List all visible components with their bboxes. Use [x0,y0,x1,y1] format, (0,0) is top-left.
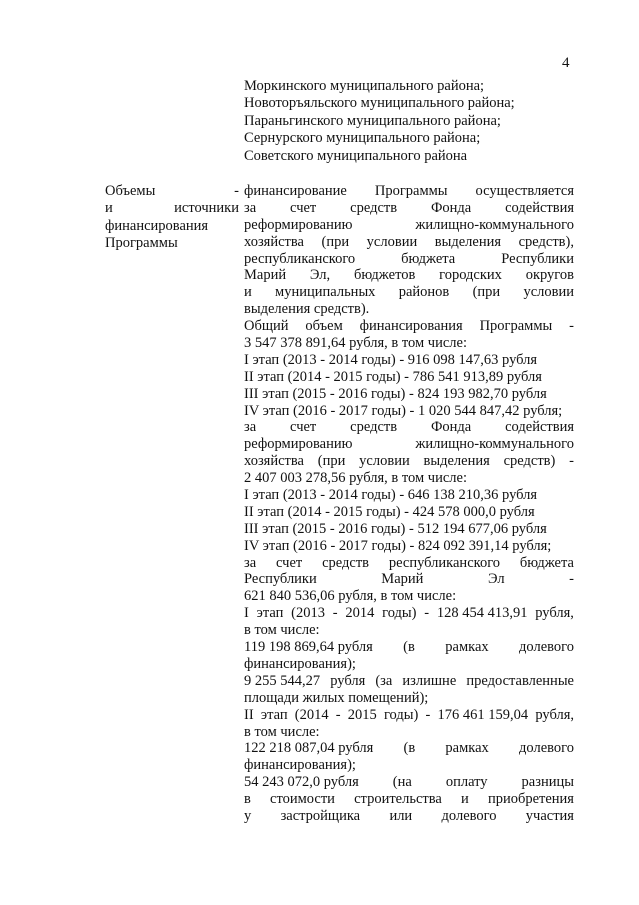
text-line: выделения средств). [244,301,370,318]
text-word: округов [525,267,574,284]
text-line: I этап (2013 - 2014 годы) - 916 098 147,63 рубля [244,351,538,368]
text-word: долевого [519,740,574,757]
text-word: условии [359,453,410,470]
text-word: республиканского [244,250,356,267]
text-word: этап [260,706,288,723]
text-line: в том числе: [244,723,320,740]
text-word: и [244,284,252,301]
text-word: Фонда [430,419,472,436]
text-word: за [244,554,257,571]
text-word: выделения [434,233,502,250]
text-word: хозяйства [244,453,304,470]
text-line: III этап (2015 - 2016 годы) - 512 194 677,06 рубля [244,520,547,537]
text-line [244,808,574,825]
text-word: (за [375,672,393,689]
text-line [244,673,574,690]
text-line: площади жилых помещений); [244,689,429,706]
text-word: 128 454 413,91 [436,605,528,622]
text-word: долевого [519,639,574,656]
text-word: у [244,807,252,824]
text-word: или [389,807,413,824]
text-word: городских [439,267,502,284]
text-word: муниципальных [275,284,376,301]
district-list-item: Параньгинского муниципального района; [244,112,501,129]
text-word: хозяйства [244,233,304,250]
text-word: - [569,318,574,335]
text-line [244,707,574,724]
text-word: Общий [244,318,289,335]
text-line [244,318,574,335]
text-word: 119 198 869,64 рубля [244,639,373,656]
text-word: разницы [521,774,574,791]
district-list-item: Новоторъяльского муниципального района; [244,95,515,112]
text-word: - [424,605,430,622]
text-line: IV этап (2016 - 2017 годы) - 1 020 544 847,42 рубля; [244,402,563,419]
text-word: 54 243 072,0 рубля [244,774,359,791]
text-line: II этап (2014 - 2015 годы) - 786 541 913,89 рубля [244,368,542,385]
text-word: 9 255 544,27 [244,672,321,689]
text-line [244,284,574,301]
text-word: в [244,791,251,808]
section-label-word: Программы [105,235,178,252]
text-word: (в [403,639,415,656]
text-word: (2014 [294,706,329,723]
text-word: годы) [382,605,417,622]
text-line [244,453,574,470]
text-word: I [244,605,249,622]
text-word: излишне [402,672,457,689]
text-word: Республики [244,571,317,588]
section-label-word: и [105,200,113,217]
text-word: осуществляется [475,183,574,199]
text-word: Программы [374,183,448,199]
text-word: (в [403,740,416,757]
text-word: финансирование [244,183,347,199]
text-word: - [332,605,338,622]
text-word: рубля [330,672,366,689]
text-word: (при [472,284,501,301]
text-word: этап [256,605,284,622]
text-word: жилищно-коммунального [415,216,574,233]
text-word: республиканского [388,554,501,571]
district-list-item: Моркинского муниципального района; [244,78,485,94]
text-word: II [244,706,254,723]
text-line: I этап (2013 - 2014 годы) - 646 138 210,36 рубля [244,487,538,504]
page-number: 4 [562,55,570,71]
section-label-line [105,218,239,235]
text-word: бюджета [401,250,456,267]
text-word: условии [523,284,574,301]
text-word: за [244,199,257,216]
text-word: средств), [518,233,574,250]
text-line [244,217,574,234]
text-word: бюджетов [353,267,416,284]
section-label-word: источники [174,200,239,217]
text-word: 2014 [345,605,375,622]
text-word: Республики [501,250,574,267]
text-line [244,639,574,656]
text-line [244,251,574,268]
text-word: рубля, [535,605,574,622]
text-line: III этап (2015 - 2016 годы) - 824 193 982,70 рубля [244,385,547,402]
text-line [244,183,574,200]
text-word: (на [392,774,412,791]
text-word: (при [317,453,346,470]
text-line [244,571,574,588]
text-word: Марий [244,267,287,284]
text-word: Программы [479,318,553,335]
text-word: оплату [445,774,488,791]
text-word: средств [350,419,398,436]
text-line [244,605,574,622]
text-word: стоимости [270,791,335,808]
text-word: (2013 [291,605,325,622]
text-word: - [335,706,341,723]
text-line [244,419,574,436]
section-label-line [105,235,239,252]
text-word: Марий [381,571,424,588]
text-line [244,774,574,791]
district-list [244,78,584,165]
text-line [244,234,574,251]
text-word: и [461,791,469,808]
section-label-word: Объемы [105,183,156,199]
text-word: условии [366,233,418,250]
text-line: IV этап (2016 - 2017 годы) - 824 092 391,14 рубля; [244,537,552,554]
text-word: реформированию [244,436,353,453]
text-word: - [425,706,431,723]
text-word: рамках [445,740,489,757]
text-line [244,791,574,808]
text-word: застройщика [280,807,361,824]
text-line: 621 840 536,06 рубля, в том числе: [244,588,457,605]
text-word: (при [321,233,350,250]
text-word: 122 218 087,04 рубля [244,740,374,757]
text-word: - [569,571,574,588]
section-label [105,183,239,253]
text-word: приобретения [487,791,574,808]
text-word: средств [350,199,398,216]
text-line [244,267,574,284]
text-word: долевого [441,807,497,824]
text-word: 2015 [347,706,377,723]
text-word: годы) [383,706,419,723]
text-line: в том числе: [244,622,320,639]
section-label-line [105,200,239,217]
text-word: строительства [354,791,442,808]
text-line: 3 547 378 891,64 рубля, в том числе: [244,335,467,352]
text-line [244,436,574,453]
district-list-item: Советского муниципального района [244,147,468,164]
text-line: финансирования); [244,757,356,774]
section-label-line [105,183,239,200]
text-word: средств) [503,453,556,470]
text-word: жилищно-коммунального [415,436,574,453]
text-word: рубля, [535,706,574,723]
text-word: Эл, [309,267,331,284]
text-word: содействия [505,419,574,436]
text-word: выделения [423,453,490,470]
text-word: предоставленные [466,672,574,689]
financing-text [244,183,574,825]
district-list-item: Сернурского муниципального района; [244,130,481,147]
text-word: районов [398,284,450,301]
text-word: счет [290,419,317,436]
text-line [244,200,574,217]
text-word: финансирования [359,318,463,335]
text-word: счет [276,554,303,571]
text-word: рамках [445,639,489,656]
text-word: 176 461 159,04 [437,706,529,723]
text-word: реформированию [244,216,353,233]
text-line: 2 407 003 278,56 рубля, в том числе: [244,470,467,487]
text-word: - [569,453,574,470]
text-word: содействия [505,199,574,216]
text-word: средств [322,554,370,571]
text-line: II этап (2014 - 2015 годы) - 424 578 000,0 рубля [244,503,535,520]
text-word: Эл [487,571,505,588]
text-word: за [244,419,257,436]
text-word: бюджета [519,554,574,571]
text-word: участия [525,807,574,824]
section-label-word: финансирования [105,217,209,234]
text-word: Фонда [430,199,472,216]
section-label-word: - [234,183,239,199]
text-word: счет [290,199,317,216]
text-line [244,555,574,572]
text-word: объем [305,318,343,335]
text-line [244,740,574,757]
text-line: финансирования); [244,655,356,672]
